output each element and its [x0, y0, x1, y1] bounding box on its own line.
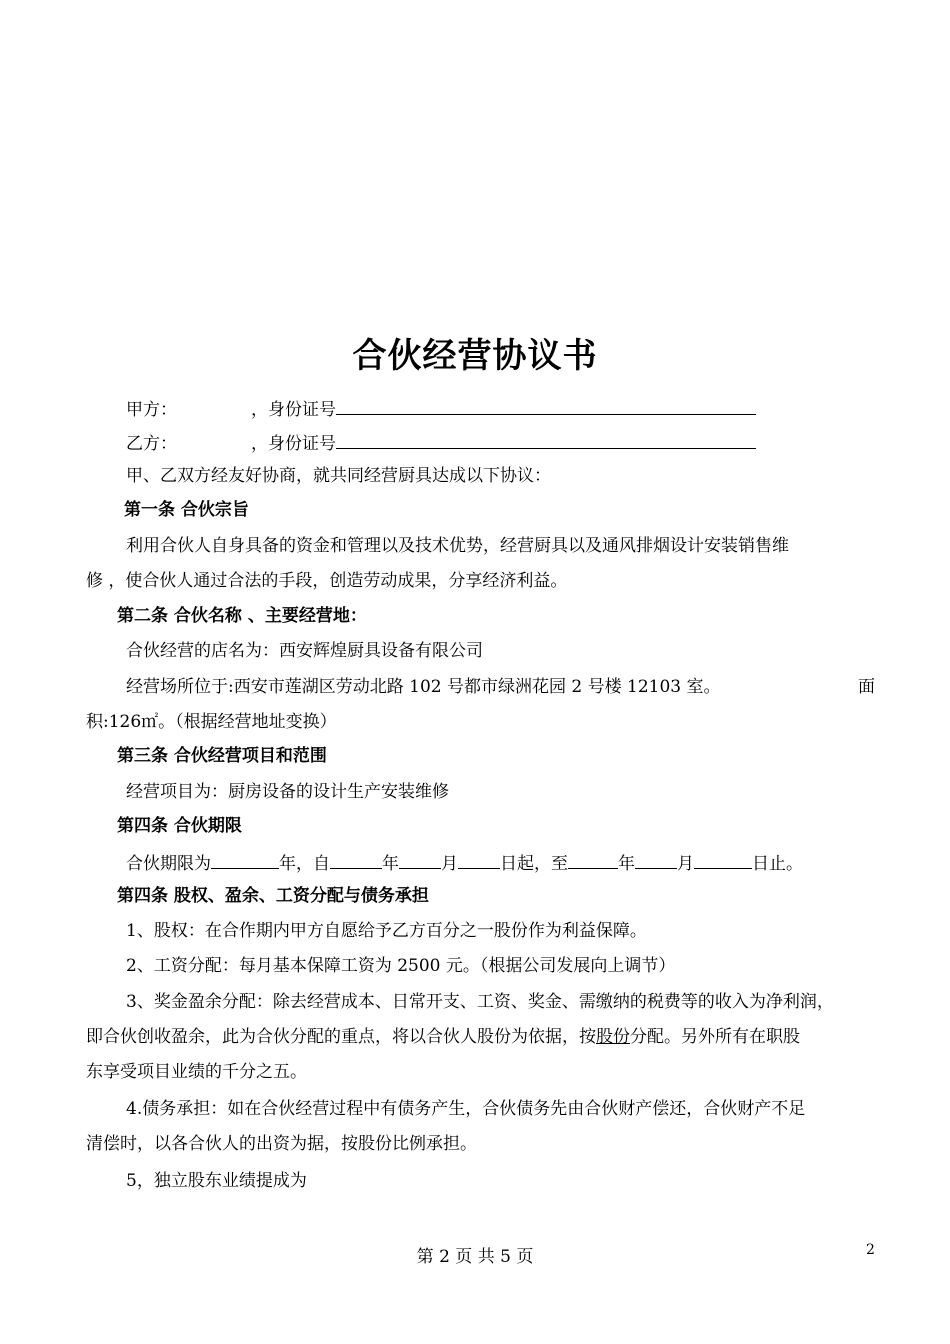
term-label: 合伙期限为 [126, 854, 211, 874]
article-3-text: 经营项目为：厨房设备的设计生产安装维修 [126, 782, 449, 802]
item-3-bonus-2 [86, 1026, 800, 1048]
end-year-blank [568, 850, 618, 869]
item-3-underlined-shares: 股份 [596, 1027, 630, 1047]
document-title: 合伙经营协议书 [352, 336, 598, 376]
article-4-heading: 第四条 合伙期限 [117, 816, 242, 836]
item-4-debt-2: 清偿时，以各合伙人的出资为据，按股份比例承担。 [86, 1134, 477, 1154]
term-years-blank [211, 850, 279, 869]
end-month-label: 月 [677, 854, 694, 874]
article-3-heading: 第三条 合伙经营项目和范围 [117, 746, 327, 766]
item-3-bonus-2-post: 分配。另外所有在职股 [630, 1027, 800, 1047]
party-a-id-blank [336, 396, 756, 415]
page-footer: 第 2 页 共 5 页 [416, 1247, 534, 1267]
term-year-from-label: 年，自 [279, 854, 330, 874]
party-b-line [126, 430, 756, 455]
item-5-commission: 5，独立股东业绩提成为 [126, 1171, 307, 1191]
party-a-label: 甲方： [126, 400, 177, 420]
end-month-blank [635, 850, 677, 869]
party-b-id-blank [336, 430, 756, 449]
end-day-blank [694, 850, 752, 869]
article-4-term-line [126, 850, 803, 875]
item-4-debt-1: 4.债务承担：如在合伙经营过程中有债务产生，合伙债务先由合伙财产偿还，合伙财产不足 [126, 1099, 806, 1119]
item-1-equity: 1、股权：在合作期内甲方自愿给予乙方百分之一股份作为利益保障。 [126, 921, 647, 941]
item-3-bonus-3: 东享受项目业绩的千分之五。 [86, 1062, 307, 1082]
end-day-label: 日止。 [752, 854, 803, 874]
article-2-store-name: 合伙经营的店名为：西安辉煌厨具设备有限公司 [126, 641, 483, 661]
start-day-blank [458, 850, 500, 869]
article-1-text-2: 修 ，使合伙人通过合法的手段，创造劳动成果，分享经济利益。 [86, 571, 568, 591]
item-2-salary: 2、工资分配：每月基本保障工资为 2500 元。（根据公司发展向上调节） [126, 956, 676, 976]
start-month-blank [399, 850, 441, 869]
party-b-id-label: ，身份证号 [251, 434, 336, 454]
party-a-id-label: ，身份证号 [251, 400, 336, 420]
page-number: 2 [866, 1242, 875, 1258]
article-1-heading: 第一条 合伙宗旨 [124, 500, 249, 520]
start-year-label: 年 [382, 854, 399, 874]
item-3-bonus-2-pre: 即合伙创收盈余，此为合伙分配的重点，将以合伙人股份为依据，按 [86, 1027, 596, 1047]
end-year-label: 年 [618, 854, 635, 874]
article-2-place-1-end: 面 [858, 677, 875, 697]
start-year-blank [330, 850, 382, 869]
article-1-text-1: 利用合伙人自身具备的资金和管理以及技术优势，经营厨具以及通风排烟设计安装销售维 [126, 536, 789, 556]
party-a-line [126, 396, 756, 421]
start-month-label: 月 [441, 854, 458, 874]
intro-text: 甲、乙双方经友好协商，就共同经营厨具达成以下协议： [126, 466, 551, 486]
start-day-label: 日起，至 [500, 854, 568, 874]
article-2-heading: 第二条 合伙名称 、主要经营地： [117, 606, 367, 626]
item-3-bonus-1: 3、奖金盈余分配：除去经营成本、日常开支、工资、奖金、需缴纳的税费等的收入为净利润， [126, 992, 834, 1012]
party-b-label: 乙方： [126, 434, 177, 454]
article-2-place-2: 积:126㎡。（根据经营地址变换） [86, 712, 337, 732]
article-5-heading: 第四条 股权、盈余、工资分配与债务承担 [117, 886, 429, 906]
article-2-place-1: 经营场所位于:西安市莲湖区劳动北路 102 号都市绿洲花园 2 号楼 12103 室。 [126, 677, 721, 697]
